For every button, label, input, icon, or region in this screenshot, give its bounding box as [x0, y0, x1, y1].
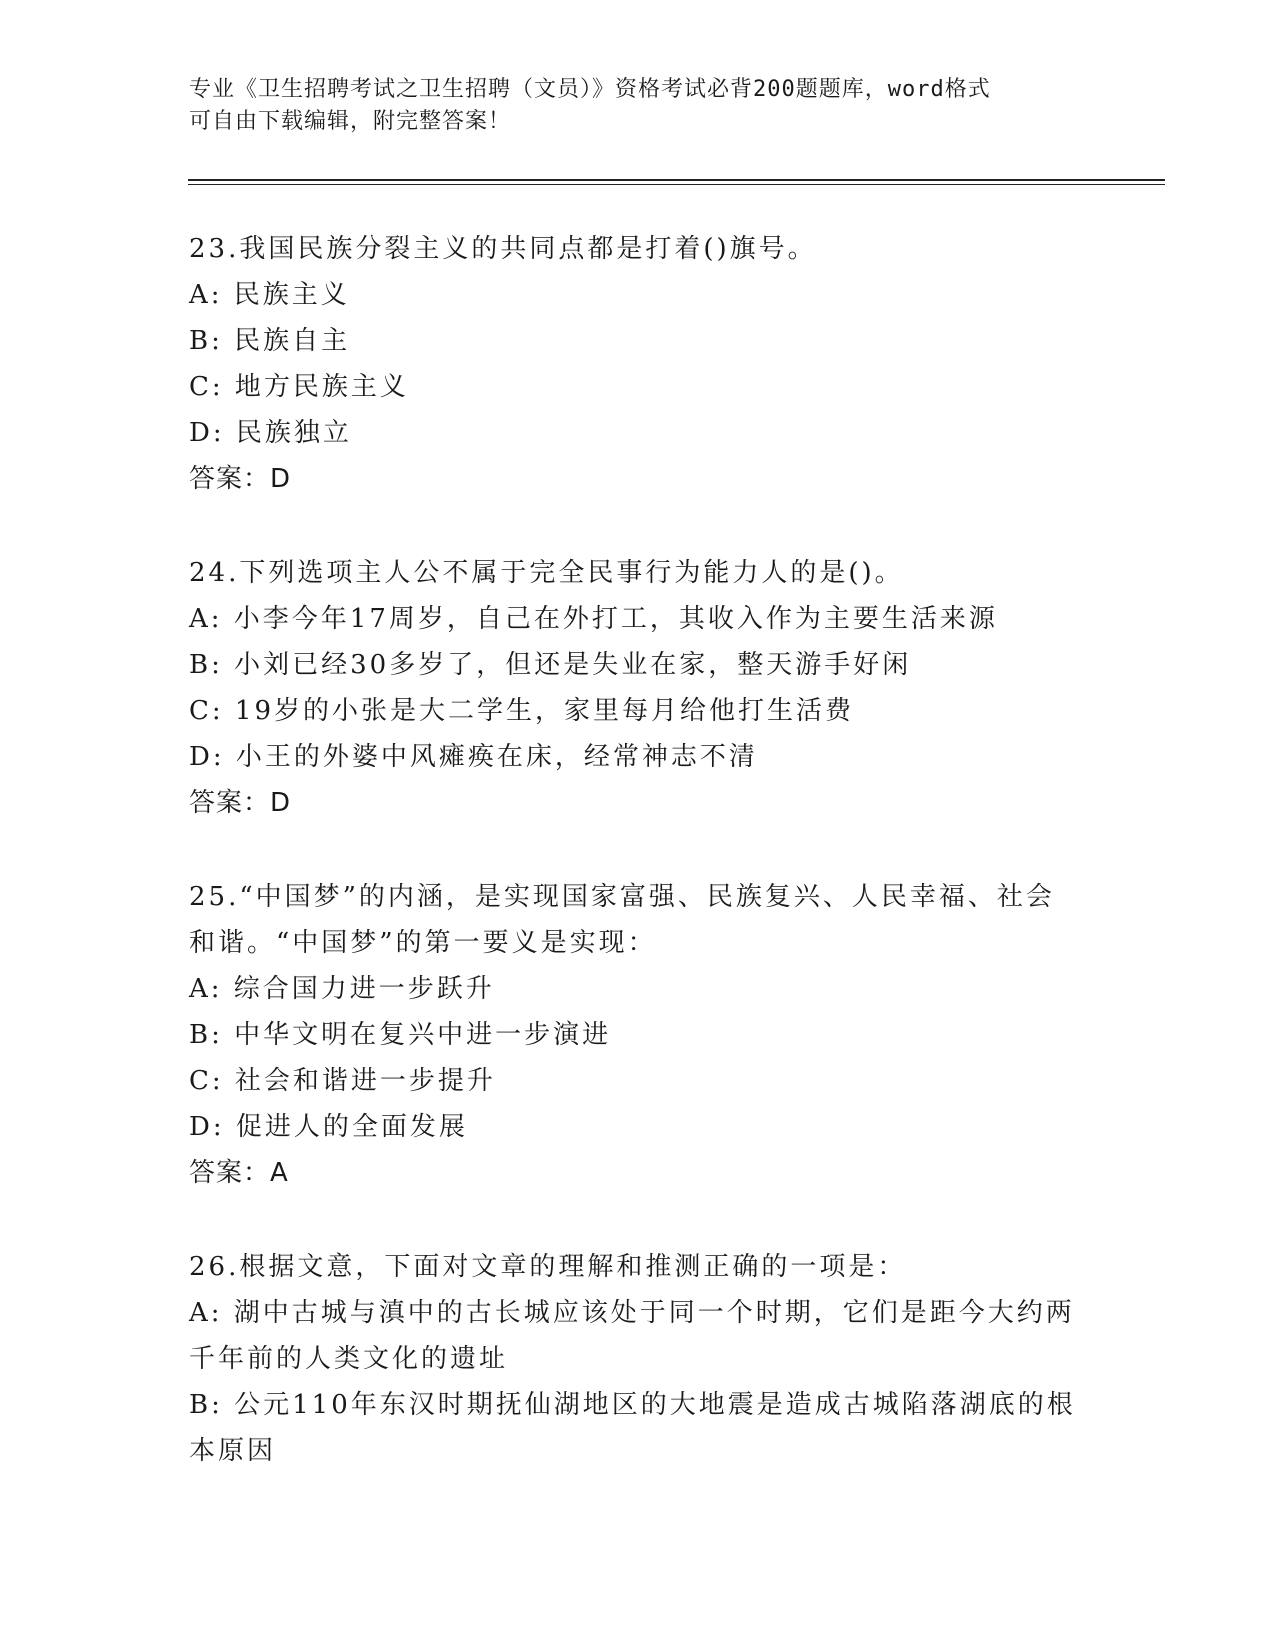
answer-line — [189, 780, 1089, 826]
answer-line — [189, 1150, 1089, 1196]
option-b: B: 小刘已经30多岁了，但还是失业在家，整天游手好闲 — [189, 650, 912, 680]
header-line-2: 可自由下载编辑，附完整答案！ — [189, 109, 512, 134]
question-stem: 26.根据文意，下面对文章的理解和推测正确的一项是： — [189, 1252, 907, 1282]
option-d: D: 促进人的全面发展 — [189, 1112, 468, 1142]
document-header — [189, 74, 1079, 138]
header-divider-thin — [188, 184, 1165, 185]
question-24 — [189, 550, 1089, 826]
option-a: A: 小李今年17周岁，自己在外打工，其收入作为主要生活来源 — [189, 604, 998, 634]
option-a-line-2: 千年前的人类文化的遗址 — [189, 1344, 509, 1374]
answer-line — [189, 456, 1089, 502]
option-b-line-2: 本原因 — [189, 1436, 277, 1466]
option-c: C: 19岁的小张是大二学生，家里每月给他打生活费 — [189, 696, 855, 726]
question-stem: 24.下列选项主人公不属于完全民事行为能力人的是()。 — [189, 558, 904, 588]
option-a: A: 综合国力进一步跃升 — [189, 974, 495, 1004]
option-a: A: 民族主义 — [189, 280, 350, 310]
header-line-1: 专业《卫生招聘考试之卫生招聘（文员）》资格考试必背200题题库，word格式 — [189, 77, 991, 102]
answer-label: 答案： — [189, 788, 271, 818]
option-b: B: 中华文明在复兴中进一步演进 — [189, 1020, 612, 1050]
option-a-line-1: A: 湖中古城与滇中的古长城应该处于同一个时期，它们是距今大约两 — [189, 1298, 1075, 1328]
answer-value: D — [270, 788, 292, 818]
answer-value: D — [270, 464, 292, 494]
option-d: D: 小王的外婆中风瘫痪在床，经常神志不清 — [189, 742, 758, 772]
question-26 — [189, 1244, 1089, 1474]
option-b-line-1: B: 公元110年东汉时期抚仙湖地区的大地震是造成古城陷落湖底的根 — [189, 1390, 1076, 1420]
option-d: D: 民族独立 — [189, 418, 352, 448]
header-divider-thick — [188, 179, 1165, 181]
question-stem: 23.我国民族分裂主义的共同点都是打着()旗号。 — [189, 234, 817, 264]
answer-value: A — [270, 1158, 289, 1188]
answer-label: 答案： — [189, 464, 271, 494]
answer-label: 答案： — [189, 1158, 271, 1188]
question-23 — [189, 226, 1089, 502]
option-c: C: 地方民族主义 — [189, 372, 409, 402]
option-b: B: 民族自主 — [189, 326, 351, 356]
question-stem-line-2: 和谐。“中国梦”的第一要义是实现： — [189, 928, 657, 958]
option-c: C: 社会和谐进一步提升 — [189, 1066, 496, 1096]
question-25 — [189, 874, 1089, 1196]
question-stem-line-1: 25.“中国梦”的内涵，是实现国家富强、民族复兴、人民幸福、社会 — [189, 882, 1055, 912]
